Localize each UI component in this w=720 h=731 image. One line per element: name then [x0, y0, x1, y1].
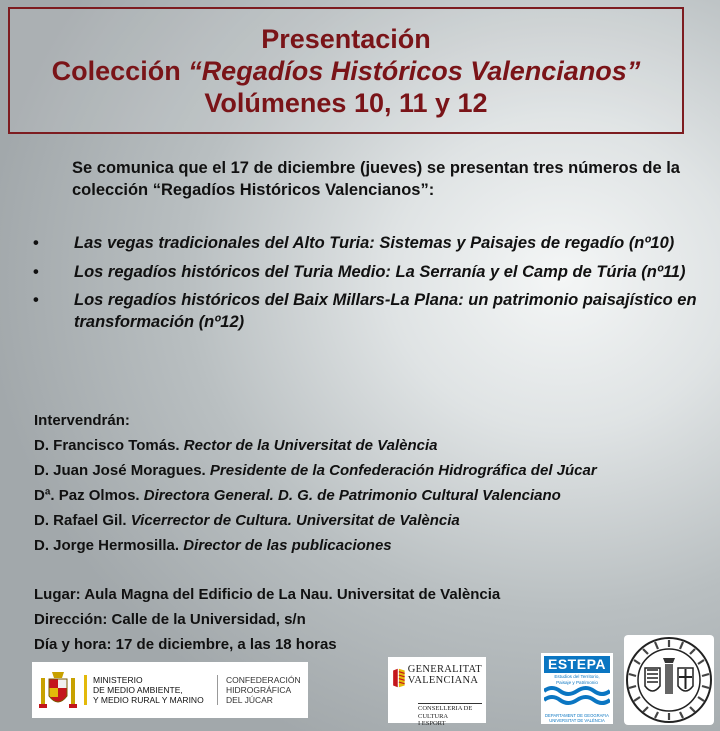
speaker-row [34, 508, 714, 533]
speaker-row [34, 433, 714, 458]
estepa-subtitle [544, 674, 610, 685]
speaker-row [34, 458, 714, 483]
estepa-department-line: UNIVERSITAT DE VALÈNCIA [549, 718, 605, 723]
generalitat-logo [388, 657, 486, 727]
speakers-section [34, 408, 714, 558]
speaker-name: Dª. Paz Olmos. [34, 487, 140, 504]
event-info [34, 582, 714, 657]
list-item [0, 262, 720, 284]
estepa-subtitle-line: Estudios del Territorio, [554, 674, 600, 679]
generalitat-line: VALENCIANA [407, 675, 479, 686]
generalitat-flag-icon [392, 661, 406, 695]
university-seal-logo [624, 635, 714, 725]
speaker-role: Rector de la Universitat de València [183, 437, 438, 454]
volume-list [0, 233, 720, 340]
speaker-row [34, 483, 714, 508]
speakers-heading: Intervendrán: [34, 412, 130, 429]
event-datetime: Día y hora: 17 de diciembre, a las 18 horas [34, 636, 337, 653]
confederacion-name [217, 675, 301, 705]
speaker-role: Directora General. D. G. de Patrimonio Cultural Valenciano [143, 487, 561, 504]
estepa-department [544, 713, 610, 723]
volume-title: Los regadíos históricos del Baix Millars-La Plana: un patrimonio paisajístico en transformación (nº12) [74, 291, 697, 331]
generalitat-line: GENERALITAT [407, 664, 482, 675]
ministry-line: MINISTERIO [93, 675, 143, 685]
speaker-role: Presidente de la Confederación Hidrográfica del Júcar [209, 462, 597, 479]
generalitat-name [408, 664, 482, 686]
event-address: Dirección: Calle de la Universidad, s/n [34, 611, 306, 628]
title-box [8, 7, 684, 134]
list-item [0, 290, 720, 333]
speaker-role: Director de las publicaciones [183, 537, 392, 554]
speaker-role: Vicerrector de Cultura. Universitat de València [130, 512, 460, 529]
confederacion-line: CONFEDERACIÓN [226, 675, 301, 685]
volume-title: Las vegas tradicionales del Alto Turia: Sistemas y Paisajes de regadío (nº10) [74, 234, 675, 252]
bullet-icon: • [33, 291, 39, 309]
speaker-name: D. Juan José Moragues. [34, 462, 206, 479]
title-line-3: Volúmenes 10, 11 y 12 [204, 88, 488, 118]
generalitat-header [392, 661, 482, 695]
title-line-2 [10, 55, 682, 87]
intro-paragraph: Se comunica que el 17 de diciembre (jueves) se presentan tres números de la colección “Regadíos Históricos Valencianos”: [72, 159, 680, 199]
estepa-subtitle-line: Paisaje y Patrimonio [556, 679, 598, 685]
confederacion-line: HIDROGRÁFICA [226, 685, 292, 695]
ministry-logo [32, 662, 308, 718]
bullet-icon: • [33, 262, 39, 281]
title-line-2-prefix: Colección [51, 56, 189, 86]
event-place: Lugar: Aula Magna del Edificio de La Nau. Universitat de València [34, 586, 501, 603]
estepa-logo [541, 653, 613, 724]
ministry-line: Y MEDIO RURAL Y MARINO [93, 695, 204, 705]
ministry-line: DE MEDIO AMBIENTE, [93, 685, 183, 695]
bullet-icon: • [33, 234, 39, 252]
list-item [0, 233, 720, 255]
conselleria-name [418, 703, 482, 728]
estepa-department-line: DEPARTAMENT DE GEOGRAFIA [545, 713, 609, 718]
collection-name: “Regadíos Históricos Valencianos” [188, 56, 641, 86]
volume-title: Los regadíos históricos del Turia Medio: La Serranía y el Camp de Túria (nº11) [74, 262, 686, 281]
university-seal-icon [625, 636, 713, 724]
spain-coat-of-arms-icon [38, 668, 78, 712]
confederacion-line: DEL JÚCAR [226, 695, 273, 705]
wave-icon [544, 685, 610, 707]
estepa-name: ESTEPA [544, 656, 610, 673]
ministry-name [84, 675, 211, 705]
title-line-1: Presentación [261, 24, 431, 54]
speaker-name: D. Francisco Tomás. [34, 437, 180, 454]
conselleria-line: I ESPORT [418, 720, 446, 727]
speaker-name: D. Jorge Hermosilla. [34, 537, 180, 554]
speaker-name: D. Rafael Gil. [34, 512, 127, 529]
conselleria-line: CONSELLERIA DE CULTURA [418, 705, 473, 720]
speaker-row [34, 533, 714, 558]
